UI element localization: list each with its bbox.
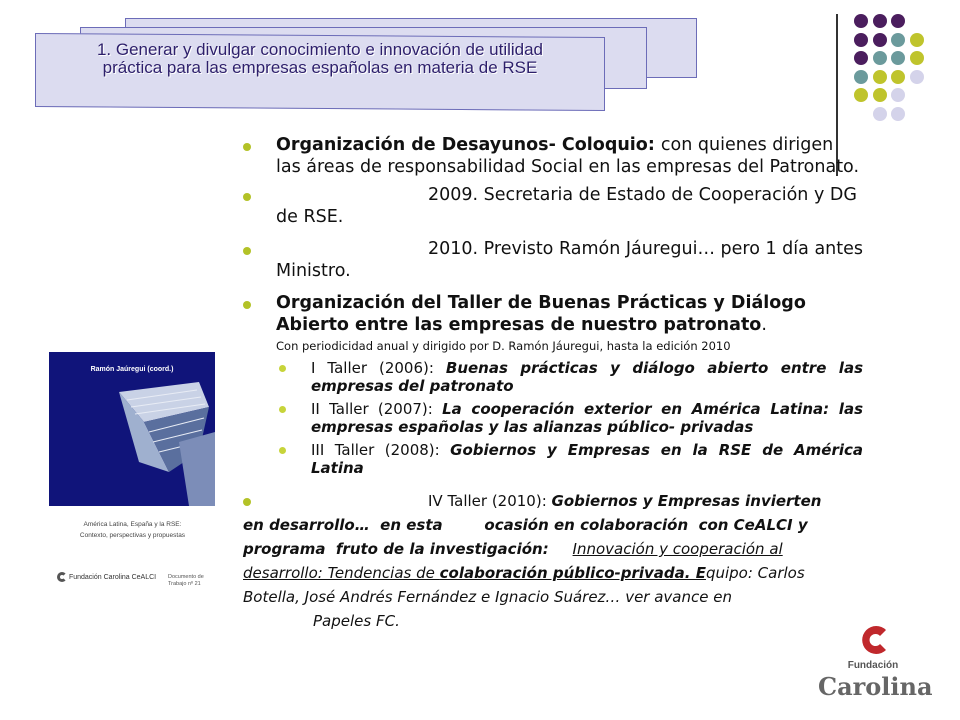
decorative-dot [873,33,887,47]
taller-2007-label: II Taller (2007): [311,400,443,418]
decorative-dot [910,70,924,84]
taller-2010-title: Gobiernos y Empresas invierten [551,492,822,510]
taller-2008-title: Gobiernos y Empresas en la RSE de América Latina [311,441,863,477]
carolina-mini-icon [57,572,67,582]
brand-fundacion: Fundación [847,660,899,671]
bullet-taller-note: Con periodicidad anual y dirigido por D. Ramón Jáuregui, hasta la edición 2010 [276,339,731,353]
slide-title-line-2: práctica para las empresas españolas en materia de RSE [102,58,538,77]
bullet-taller-period: . [761,315,767,335]
fundacion-carolina-logo [818,622,933,712]
taller-item-2008 [243,441,863,477]
decorative-dot [873,14,887,28]
book-subtitle [50,519,215,541]
book-doc-line-1: Documento de [168,574,204,580]
decorative-dot [891,33,905,47]
taller-2006-title: Buenas prácticas y diálogo abierto entre las empresas del patronato [311,359,863,395]
taller-item-2010 [243,489,863,633]
book-publisher-logo [57,572,156,582]
bullet-desayunos [243,134,863,178]
taller-2010-line-2: en desarrollo… en esta ocasión en colaboración con CeALCI y [243,516,808,534]
brand-carolina: Carolina [818,672,933,701]
taller-2006-label: I Taller (2006): [311,359,446,377]
book-author: Ramón Jaúregui (coord.) [90,366,174,373]
taller-2010-papeles: Papeles FC. [313,612,400,630]
decorative-dot [910,51,924,65]
bullet-2010 [243,238,863,282]
bullet-taller [243,292,863,354]
study-link-part-3[interactable]: colaboración público-privada. E [439,564,706,582]
taller-2007-title: La cooperación exterior en América Latina: las empresas españolas y las alianzas público- privadas [311,400,863,436]
slide-title-line-1: 1. Generar y divulgar conocimiento e innovación de utilidad [96,40,544,59]
bullet-desayunos-text: con quienes dirigen las áreas de responsabilidad Social en las empresas del Patronato. [276,135,860,177]
book-doc-number [168,574,204,588]
decorative-dot [891,107,905,121]
book-subtitle-line-2: Contexto, perspectivas y propuestas [79,532,186,539]
decorative-dot [891,88,905,102]
study-link-part-1[interactable]: Innovación y cooperación al [572,540,783,558]
book-publisher-text: Fundación Carolina CeALCI [68,573,157,581]
building-illustration [49,352,215,506]
book-subtitle-line-1: América Latina, España y la RSE: [83,521,182,528]
decorative-dot [854,51,868,65]
bullet-taller-heading: Organización del Taller de Buenas Prácticas y Diálogo Abierto entre las empresas de nuestro patronato [276,293,806,335]
decorative-dot [854,33,868,47]
decorative-dot [873,51,887,65]
bullet-2009-text: 2009. Secretaria de Estado de Cooperación y DG de RSE. [276,185,857,227]
bullet-2010-text: 2010. Previsto Ramón Jáuregui… pero 1 día antes Ministro. [276,239,864,281]
taller-2010-line-3: programa fruto de la investigación: [243,540,549,558]
book-cover-image [49,352,215,506]
bullet-2009 [243,184,863,228]
taller-2010-team-start: quipo: Carlos [705,564,805,582]
decorative-dot [891,51,905,65]
decorative-dot [854,70,868,84]
taller-2008-label: III Taller (2008): [311,441,451,459]
decorative-dot [873,88,887,102]
decorative-dot [891,14,905,28]
taller-item-2007 [243,400,863,436]
taller-2010-team-names: Botella, José Andrés Fernández e Ignacio Suárez… ver avance en [243,588,732,606]
slide-title [40,41,600,77]
taller-2010-label: IV Taller (2010): [428,492,552,510]
book-doc-line-2: Trabajo nº 21 [168,581,201,587]
decorative-dot [873,107,887,121]
bullet-desayunos-heading: Organización de Desayunos- Coloquio: [276,135,661,155]
bullet-list [243,134,863,633]
carolina-c-icon [856,622,892,658]
decorative-dot [873,70,887,84]
decorative-dot [854,14,868,28]
decorative-dot [854,88,868,102]
taller-item-2006 [243,359,863,395]
decorative-dot [910,33,924,47]
study-link-part-2[interactable]: desarrollo: Tendencias de [243,564,440,582]
decorative-dot [891,70,905,84]
